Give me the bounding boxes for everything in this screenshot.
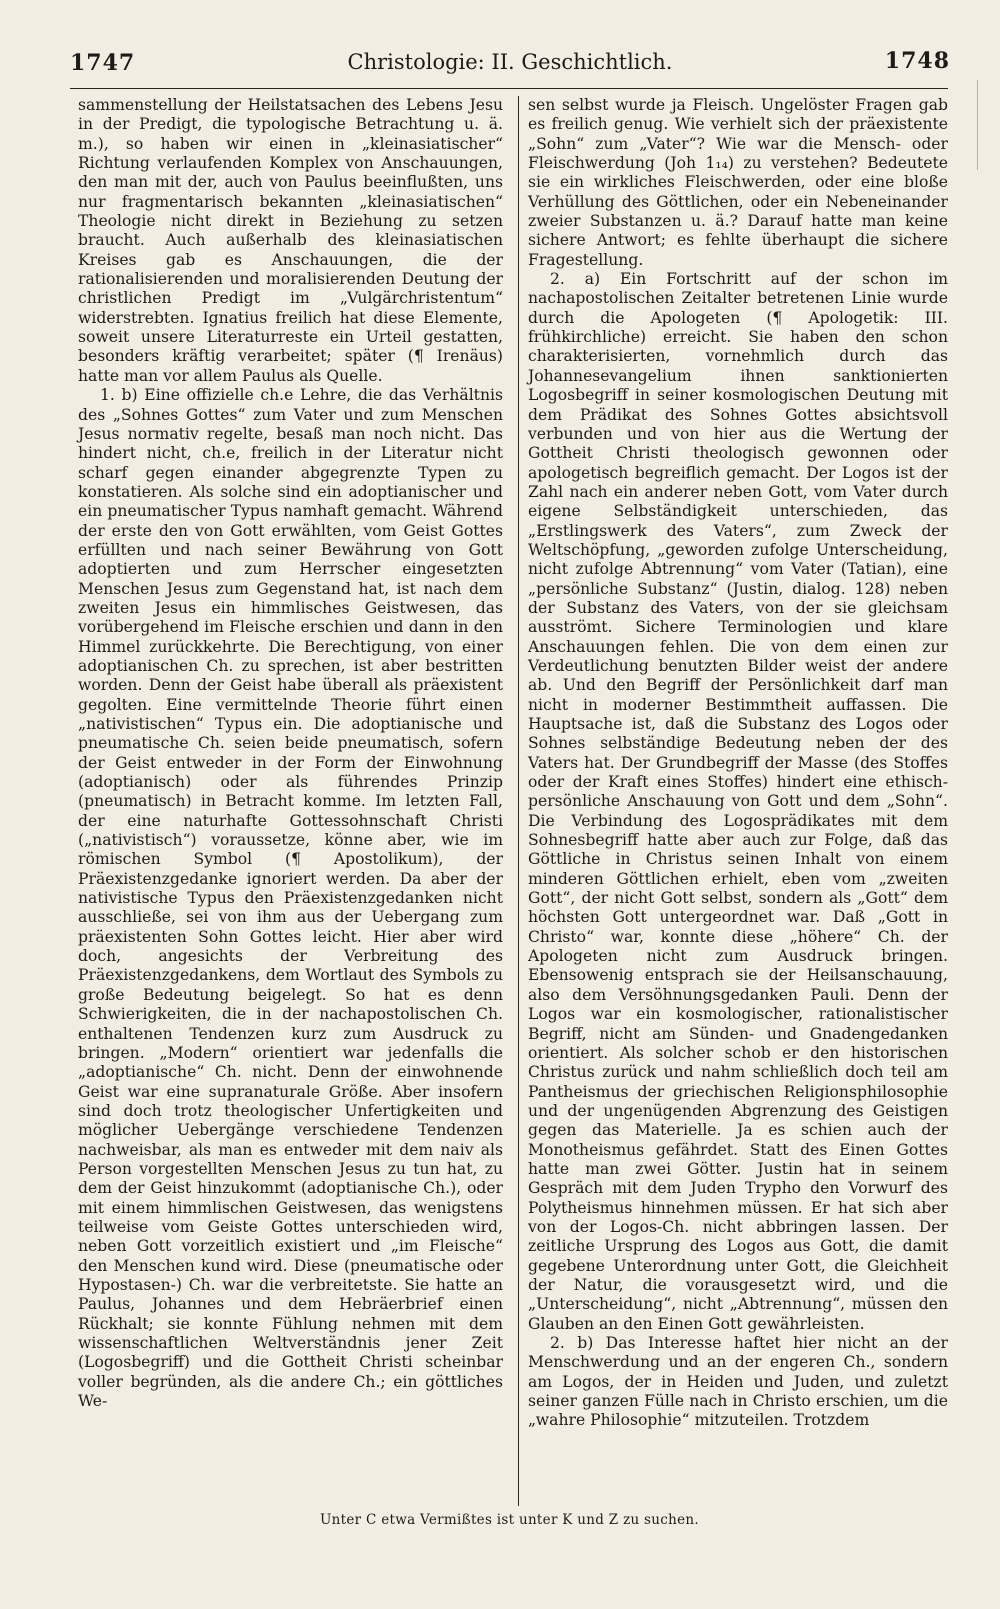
running-title: Christologie: II. Geschichtlich. bbox=[347, 50, 673, 74]
left-paragraph-section-1b: 1. b) Eine offizielle ch.e Lehre, die das Verhältnis des „Sohnes Gottes“ zum Vater und zum Menschen Jesus normativ regelte, besaß man noch nicht. Das hindert nicht, ch.e, freilich in der Literatur nicht scharf gegen einander abgegrenzte Typen zu konstatieren. Als solche sind ein adoptianischer und ein pneumatischer Typus namhaft gemacht. Während der erste den von Gott erwählten, vom Geist Gottes erfüllten und nach seiner Bewährung von Gott adoptierten und zum Herrscher eingesetzten Menschen Jesus zum Gegenstand hat, ist nach dem zweiten Jesus ein himmlisches Geistwesen, das vorübergehend im Fleische erschien und dann in den Himmel zurückkehrte. Die Berechtigung, von einer adoptianischen Ch. zu sprechen, ist aber bestritten worden. Denn der Geist habe überall als präexistent gegolten. Eine vermittelnde Theorie führt einen „nativistischen“ Typus ein. Die adoptianische und pneumatische Ch. seien beide pneumatisch, sofern der Geist entweder in der Form der Einwohnung (adoptianisch) oder als führendes Prinzip (pneumatisch) in Betracht komme. Im letzten Fall, der eine naturhafte Gottessohnschaft Christi („nativistisch“) voraussetze, könne aber, wie im römischen Symbol (¶ Apostolikum), der Präexistenzgedanke ignoriert werden. Da aber der nativistische Typus den Präexistenzgedanken nicht ausschließe, sei von ihm aus der Uebergang zum präexistenten Sohn Gottes leicht. Hier aber wird doch, angesichts der Verbreitung des Präexistenzgedankens, dem Wortlaut des Symbols zu große Bedeutung beigelegt. So hat es denn Schwierigkeiten, die in der nachapostolischen Ch. enthaltenen Tendenzen kurz zum Ausdruck zu bringen. „Modern“ orientiert war jedenfalls die „adoptianische“ Ch. nicht. Denn der einwohnende Geist war eine supranaturale Größe. Aber insofern sind doch trotz theologischer Unfertigkeiten und möglicher Uebergänge verschiedene Tendenzen nachweisbar, als man es entweder mit dem naiv als Person vorgestellten Menschen Jesus zu tun hat, zu dem der Geist hinzukommt (adoptianische Ch.), oder mit einem himmlischen Geistwesen, das wenigstens teilweise vom Geiste Gottes unterschieden wird, neben Gott vorzeitlich existiert und „im Fleische“ den Menschen kund wird. Diese (pneumatische oder Hypostasen-) Ch. war die verbreitetste. Sie hatte an Paulus, Johannes und dem Hebräerbrief einen Rückhalt; sie konnte Fühlung nehmen mit dem wissenschaftlichen Weltverständnis jener Zeit (Logosbegriff) und die Gottheit Christi scheinbar voller begründen, als die andere Ch.; ein göttliches We- bbox=[78, 386, 503, 1411]
page-edge-mark bbox=[974, 80, 978, 170]
footer-note: Unter C etwa Vermißtes ist unter K und Z zu suchen. bbox=[320, 1512, 700, 1528]
left-paragraph-continued: sammenstellung der Heilstatsachen des Lebens Jesu in der Predigt, die typologische Betrachtung u. ä. m.), so haben wir einen in „kleinasiatischer“ Richtung verlaufenden Komplex von Anschauungen, den man mit der, auch von Paulus beeinflußten, uns nur fragmentarisch bekannten „kleinasiatischen“ Theologie nicht direkt in Beziehung zu setzen braucht. Auch außerhalb des kleinasiatischen Kreises gab es Anschauungen, die der rationalisierenden und moralisierenden Deutung der christlichen Predigt im „Vulgärchristentum“ widerstrebten. Ignatius freilich hat diese Elemente, soweit unsere Literaturreste ein Urteil gestatten, besonders kräftig verarbeitet; später (¶ Irenäus) hatte man vor allem Paulus als Quelle. bbox=[78, 96, 503, 385]
right-paragraph-continued: sen selbst wurde ja Fleisch. Ungelöster Fragen gab es freilich genug. Wie verhielt sich der präexistente „Sohn“ zum „Vater“? Wie war die Mensch- oder Fleischwerdung (Joh 1₁₄) zu verstehen? Bedeutete sie ein wirkliches Fleischwerden, oder eine bloße Verhüllung des Göttlichen, oder ein Nebeneinander zweier Substanzen u. ä.? Darauf hatte man keine sichere Antwort; es fehlte überhaupt die sichere Fragestellung. bbox=[528, 96, 948, 269]
right-column bbox=[528, 96, 948, 1431]
page-number-right: 1748 bbox=[884, 48, 950, 74]
right-paragraph-section-2a: 2. a) Ein Fortschritt auf der schon im nachapostolischen Zeitalter betretenen Linie wurde durch die Apologeten (¶ Apologetik: III. frühkirchliche) erreicht. Sie haben den schon charakterisierten, vornehmlich durch das Johannesevangelium ihnen sanktionierten Logosbegriff in seiner kosmologischen Deutung mit dem Prädikat des Sohnes Gottes absichtsvoll verbunden und von hier aus die Wertung der Gottheit Christi theologisch gewonnen oder apologetisch begreiflich gemacht. Der Logos ist der Zahl nach ein anderer neben Gott, vom Vater durch eigene Selbständigkeit unterschieden, das „Erstlingswerk des Vaters“, zum Zweck der Weltschöpfung, „geworden zufolge Unterscheidung, nicht zufolge Abtrennung“ vom Vater (Tatian), eine „persönliche Substanz“ (Justin, dialog. 128) neben der Substanz des Vaters, von der sie gleichsam ausströmt. Sichere Terminologien und klare Anschauungen fehlen. Die von dem einen zur Verdeutlichung benutzten Bilder weist der andere ab. Und den Begriff der Persönlichkeit darf man nicht in moderner Bestimmtheit auffassen. Die Hauptsache ist, daß die Substanz des Logos oder Sohnes selbständige Bedeutung neben der des Vaters hat. Der Grundbegriff der Masse (des Stoffes oder der Kraft eines Stoffes) hindert eine ethisch-persönliche Anschauung von Gott und dem „Sohn“. Die Verbindung des Logosprädikates mit dem Sohnesbegriff hatte aber auch zur Folge, daß das Göttliche in Christus seinen Inhalt von einem minderen Göttlichen erhielt, eben vom „zweiten Gott“, der nicht Gott selbst, sondern als „Gott“ dem höchsten Gott untergeordnet war. Daß „Gott in Christo“ war, konnte diese „höhere“ Ch. der Apologeten nicht zum Ausdruck bringen. Ebensowenig entsprach sie der Heilsanschauung, also dem Versöhnungsgedanken Pauli. Denn der Logos war ein kosmologischer, rationalistischer Begriff, nicht am Sünden- und Gnadengedanken orientiert. Als solcher schob er den historischen Christus zurück und nahm schließlich doch teil am Pantheismus der griechischen Religionsphilosophie und der ungenügenden Abgrenzung des Geistigen gegen das Materielle. Ja es schien auch der Monotheismus gefährdet. Statt des Einen Gottes hatte man zwei Götter. Justin hat in seinem Gespräch mit dem Juden Trypho den Vorwurf des Polytheismus hinnehmen müssen. Er hat sich aber von der Logos-Ch. nicht abbringen lassen. Der zeitliche Ursprung des Logos aus Gott, die damit gegebene Unterordnung unter Gott, die Gleichheit der Natur, die vorausgesetzt wird, und die „Unterscheidung“, nicht „Abtrennung“, müssen den Glauben an den Einen Gott gewährleisten. bbox=[528, 270, 948, 1333]
page-number-left: 1747 bbox=[70, 50, 136, 76]
header-rule bbox=[70, 88, 948, 89]
left-column bbox=[78, 96, 503, 1411]
page-header bbox=[70, 44, 950, 80]
column-divider bbox=[518, 96, 519, 1506]
right-paragraph-section-2b: 2. b) Das Interesse haftet hier nicht an der Menschwerdung und an der engeren Ch., sondern am Logos, der in Heiden und Juden, und zuletzt seiner ganzen Fülle nach in Christo erschien, um die „wahre Philosophie“ mitzuteilen. Trotzdem bbox=[528, 1334, 948, 1430]
